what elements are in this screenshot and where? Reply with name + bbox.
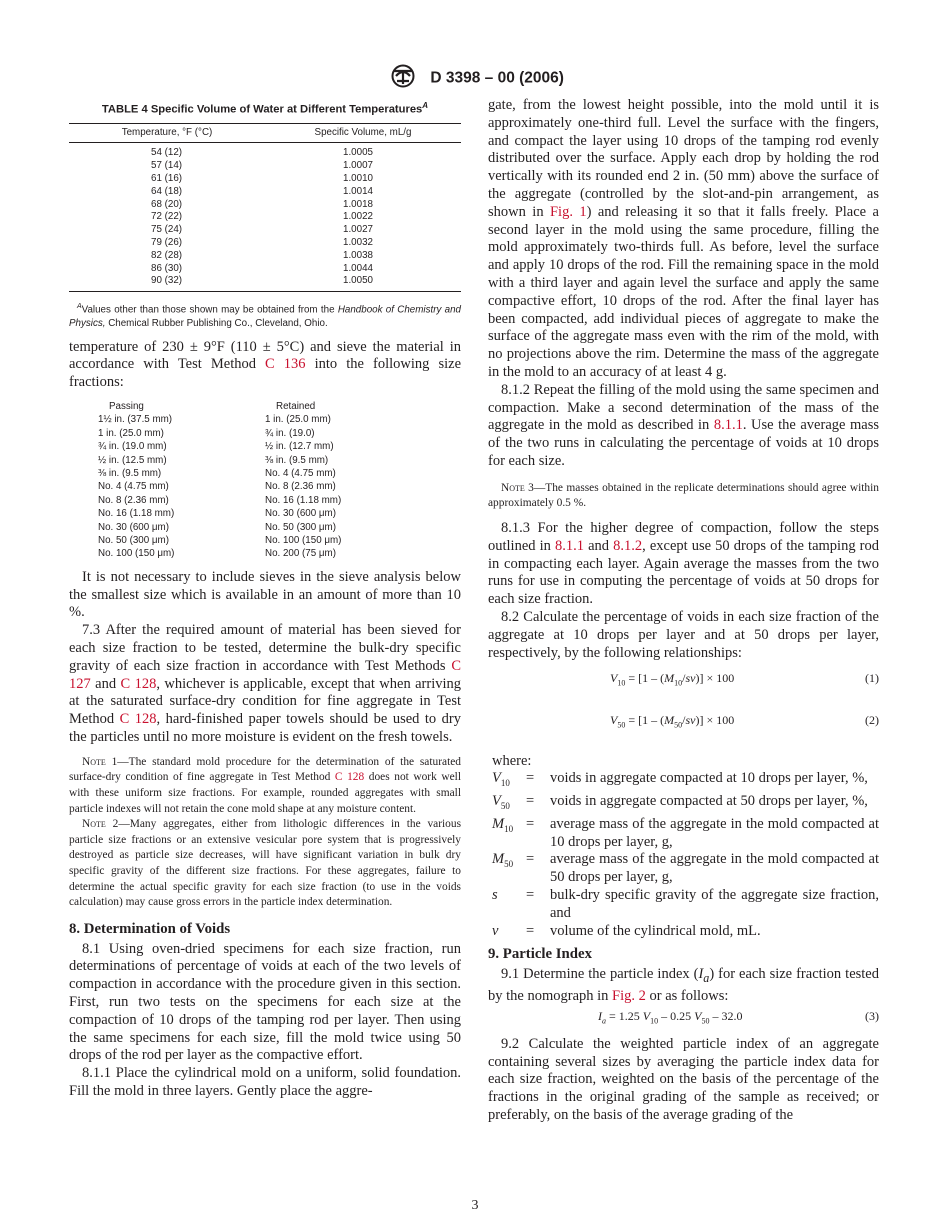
table-row [69, 186, 461, 199]
where-symbol: $V_{10}$ [492, 770, 510, 789]
specific-volume-cell: 1.0005 [343, 147, 373, 159]
where-equals: = [526, 887, 535, 904]
specific-volume-cell: 1.0050 [265, 275, 461, 291]
where-equals: = [526, 770, 535, 787]
sieve-retained-size: ⅜ in. (9.5 mm) [265, 454, 329, 466]
temperature-cell: 68 (20) [151, 198, 183, 210]
sieve-retained-size: ½ in. (12.7 mm) [265, 441, 334, 453]
temperature-cell: 61 (16) [151, 172, 183, 184]
paragraph-8-1-1-cont: gate, from the lowest height possible, into the mold until it is approximately one-third full. Level the surface with the fingers, and compact the layer using 10 drops of the tamping rod evenly distributed over the surface. Apply each drop by holding the rod vertically with its rounded end 2 in. (50 mm) above the surface of the aggregate (controlled by the slot-and-pin arrangement, as shown in Fig. 1) and releasing it so that it falls freely. Place a second layer in the mold using the same procedure, filling the mold approximately two-thirds full. As before, level the surface and apply 10 drops of the rod. Fill the remaining space in the mold with a third layer and again level the surface and apply the same compactive effort, 10 drops of the rod. After the final layer has been compacted, add individual pieces of aggregate to make the surface of the aggregate mass even with the rim of the mold, with no projections above the rim. Determine the mass of the aggregate in the mold to an accuracy of at least 4 g. [488, 97, 879, 380]
sieve-note-paragraph: It is not necessary to include sieves in the sieve analysis below the smallest size which is available in an amount of more than 10 %. [69, 568, 461, 621]
sieve-row [69, 413, 461, 426]
paragraph-8-1-1-start: 8.1.1 Place the cylindrical mold on a uniform, solid foundation. Fill the mold in three layers. Gently place the aggre- [69, 1065, 461, 1099]
equation-3: $I_a = 1.25$ $V_{10} - 0.25$ $V_{50} - 32.0$ (3) [598, 1008, 879, 1026]
where-description: average mass of the aggregate in the mold compacted at 50 drops per layer, g, [550, 851, 879, 886]
sieve-row [69, 534, 461, 547]
right-column [488, 97, 879, 1125]
where-item [488, 923, 879, 941]
sieve-passing-size: No. 16 (1.18 mm) [98, 508, 175, 520]
where-definitions [488, 753, 879, 941]
sieve-retained-size: ¾ in. (19.0) [265, 427, 315, 439]
where-item [488, 887, 879, 923]
section-9-heading: 9. Particle Index [488, 946, 592, 963]
link-8-1-1-b[interactable]: 8.1.1 [554, 537, 584, 554]
specific-volume-cell: 1.0038 [343, 249, 373, 261]
where-description: bulk-dry specific gravity of the aggregate size fraction, and [550, 887, 879, 921]
temperature-cell: 75 (24) [151, 224, 183, 236]
where-symbol: $M_{50}$ [492, 851, 514, 870]
sieve-row [69, 467, 461, 480]
where-symbol: $V_{50}$ [492, 793, 510, 812]
sieve-passing-size: No. 100 (150 μm) [98, 548, 175, 560]
link-fig-1[interactable]: Fig. 1 [549, 203, 587, 220]
paragraph-8-1-3: 8.1.3 For the higher degree of compaction, follow the steps outlined in 8.1.1 and 8.1.2, except use 50 drops of the tamping rod in compacting each layer. Again average the masses from the two runs for use in computing the percentage of voids at 50 drops for each size fraction. [488, 519, 879, 608]
link-c128-note[interactable]: C 128 [334, 771, 365, 784]
temperature-cell: 54 (12) [151, 147, 183, 159]
where-symbol: v [492, 922, 499, 939]
sieve-passing-size: No. 8 (2.36 mm) [98, 494, 169, 506]
temperature-cell: 57 (14) [151, 160, 183, 172]
where-symbol: $M_{10}$ [492, 815, 514, 834]
link-c127[interactable]: C 127 [69, 657, 461, 692]
temperature-cell: 90 (32) [69, 275, 265, 291]
table-row [69, 250, 461, 263]
where-equals: = [526, 922, 535, 939]
page-number: 3 [471, 1198, 479, 1213]
paragraph-8-2: 8.2 Calculate the percentage of voids in each size fraction of the aggregate at 10 drops per layer and at 50 drops per layer, respectively, by the following relationships: [488, 608, 879, 661]
sieve-passing-size: No. 30 (600 μm) [98, 521, 169, 533]
sieve-passing-size: No. 50 (300 μm) [98, 535, 169, 546]
section-8-heading: 8. Determination of Voids [69, 920, 231, 937]
where-label: where: [492, 752, 532, 769]
temperature-cell: 72 (22) [151, 211, 183, 223]
table-row [69, 263, 461, 276]
paragraph-8-1-2: 8.1.2 Repeat the filling of the mold using the same specimen and compaction. Make a second determination of the mass of the aggregate in the mold as described in 8.1.1. Use the average mass of the two runs in calculating the percentage of voids at 10 drops for each size. [488, 381, 879, 469]
sieve-retained-size: No. 16 (1.18 mm) [265, 494, 342, 506]
equation-1: $V_{10} = [1 - (M_{10}/sv)] \times 100$ (1) [610, 671, 879, 688]
note-3: Note 3—The masses obtained in the replicate determinations should agree within approximately 0.5 %. [488, 481, 879, 510]
specific-volume-cell: 1.0010 [343, 172, 373, 184]
equation-2: $V_{50} = [1 - (M_{50}/sv)] \times 100$ (2) [610, 713, 879, 730]
table-row [69, 173, 461, 186]
sieve-retained-size: No. 4 (4.75 mm) [265, 467, 336, 479]
table-row [69, 199, 461, 212]
note-1: Note 1—The standard mold procedure for the determination of the saturated surface-dry condition of fine aggregate in Test Method C 128 does not work well with these uniform size fractions. For example, rounded aggregates with small particle indexes will not retain the cone mold shape at any moisture content. [69, 755, 461, 815]
link-8-1-1[interactable]: 8.1.1 [713, 417, 743, 434]
link-c136[interactable]: C 136 [265, 356, 306, 373]
sieve-size-fractions [69, 400, 461, 561]
sieve-passing-size: ⅜ in. (9.5 mm) [98, 467, 162, 479]
sieve-row [69, 440, 461, 453]
table-row [69, 224, 461, 237]
sieve-row [69, 494, 461, 507]
specific-volume-table [69, 123, 461, 293]
link-8-1-2[interactable]: 8.1.2 [613, 537, 643, 554]
table-header-temperature: Temperature, °F (°C) [69, 123, 265, 143]
paragraph-9-1: 9.1 Determine the particle index $(I_a)$ for each size fraction tested by the nomograph in Fig. 2 or as follows: [488, 966, 879, 1004]
specific-volume-cell: 1.0014 [343, 185, 373, 197]
where-description: volume of the cylindrical mold, mL. [550, 922, 761, 939]
where-item [488, 793, 879, 816]
where-symbol: s [492, 887, 498, 904]
left-column [69, 97, 461, 1101]
paragraph-7-3: 7.3 After the required amount of material has been sieved for each size fraction to be tested, determine the bulk-dry specific gravity of each size fraction in accordance with Test Methods C 127 and C 128, whichever is applicable, except that when arriving at the saturated surface-dry condition for fine aggregate in Test Method C 128, hard-finished paper towels should be used to dry the particles until no more moisture is evident on the fresh towels. [69, 622, 462, 745]
sieve-retained-size: No. 100 (150 μm) [265, 535, 342, 546]
where-equals: = [526, 851, 535, 868]
table-4-title: TABLE 4 Specific Volume of Water at Different Temperatures$^A$ [101, 101, 429, 116]
where-description: voids in aggregate compacted at 10 drops per layer, %, [550, 770, 868, 787]
paragraph-9-2: 9.2 Calculate the weighted particle index of an aggregate containing several sizes by averaging the particle index data for each size fraction, weighted on the basis of the percentage of the fractions in the original grading of the sample as received; or preferably, on the basis of the average grading of the [488, 1035, 879, 1124]
specific-volume-cell: 1.0007 [343, 160, 373, 172]
link-c128[interactable]: C 128 [120, 675, 157, 692]
temperature-cell: 79 (26) [151, 236, 183, 248]
sieve-row [69, 507, 461, 520]
temperature-cell: 86 (30) [151, 262, 183, 274]
link-fig-2[interactable]: Fig. 2 [612, 987, 646, 1004]
sieve-retained-size: No. 30 (600 μm) [265, 508, 336, 520]
sieve-retained-size: No. 8 (2.36 mm) [265, 481, 336, 493]
table-row [69, 211, 461, 224]
table-row [69, 237, 461, 250]
where-description: voids in aggregate compacted at 50 drops per layer, %, [550, 793, 868, 810]
temperature-cell: 82 (28) [151, 249, 183, 261]
where-equals: = [526, 815, 535, 832]
specific-volume-cell: 1.0027 [343, 224, 373, 236]
specific-volume-cell: 1.0032 [343, 236, 373, 248]
where-item [488, 816, 879, 852]
astm-logo-icon [386, 64, 420, 93]
link-c128-second[interactable]: C 128 [119, 711, 157, 728]
where-item [488, 770, 879, 793]
sieve-retained-size: 1 in. (25.0 mm) [265, 414, 331, 426]
page-header [0, 64, 950, 93]
sieve-passing-size: ½ in. (12.5 mm) [98, 454, 167, 466]
sieve-retained-size: No. 200 (75 μm) [265, 548, 336, 560]
where-equals: = [526, 793, 535, 810]
sieve-row [69, 454, 461, 467]
sieve-header-retained: Retained [276, 400, 316, 412]
sieve-passing-size: 1 in. (25.0 mm) [98, 427, 164, 439]
sieve-retained-size: No. 50 (300 μm) [265, 521, 336, 533]
where-description: average mass of the aggregate in the mold compacted at 10 drops per layer, g, [550, 815, 879, 850]
table-row [69, 275, 461, 291]
sieve-row [69, 480, 461, 493]
table-header-specific-volume: Specific Volume, mL/g [265, 123, 461, 143]
sieve-header-passing: Passing [109, 400, 144, 412]
specific-volume-cell: 1.0044 [343, 262, 373, 274]
temperature-paragraph: temperature of 230 ± 9°F (110 ± 5°C) and sieve the material in accordance with Test Method C 136 into the following size fractions: [69, 338, 462, 391]
table-row [69, 143, 461, 160]
note-2: Note 2—Many aggregates, either from lithologic differences in the various particle size fractions or an extensive vesicular pore system that is progressively destroyed as particle size decreases, will have significant variation in bulk dry specific gravity of the different size fractions. For these aggregates, failure to determine the actual specific gravity for each size fraction (to use in the voids calculation) may cause gross errors in the particle index determination. [69, 818, 462, 909]
sieve-row [69, 521, 461, 534]
sieve-row [69, 427, 461, 440]
temperature-cell: 64 (18) [151, 185, 183, 197]
specific-volume-cell: 1.0022 [343, 211, 373, 223]
specific-volume-cell: 1.0018 [343, 198, 373, 210]
sieve-passing-size: No. 4 (4.75 mm) [98, 481, 169, 493]
paragraph-8-1: 8.1 Using oven-dried specimens for each size fraction, run determinations of percentage of voids at each of the two levels of compaction in accordance with the procedure given in this section. First, run two tests on the specimens for each size at the compaction of 10 drops of the tamping rod per layer. Then using the same specimens for each size, fill the mold twice using 50 drops of the rod per layer as the compactive effort. [69, 940, 461, 1064]
sieve-passing-size: 1½ in. (37.5 mm) [98, 414, 173, 426]
where-item [488, 851, 879, 887]
table-footnote: $^A$Values other than those shown may be obtained from the Handbook of Chemistry and Physics, Chemical Rubber Publishing Co., Cleveland, Ohio. [69, 303, 462, 329]
standard-designation: D 3398 – 00 (2006) [430, 69, 564, 87]
sieve-row [69, 547, 461, 560]
sieve-passing-size: ¾ in. (19.0 mm) [98, 441, 167, 453]
table-row [69, 160, 461, 173]
